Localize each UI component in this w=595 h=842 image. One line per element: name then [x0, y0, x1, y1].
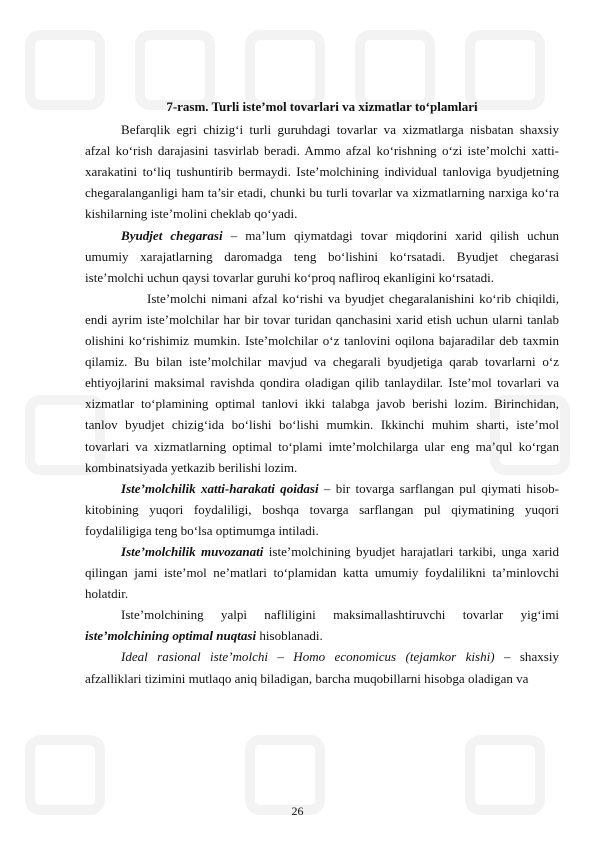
paragraph-7	[85, 646, 559, 688]
paragraph-4	[85, 478, 559, 541]
term-optimal-nuqta: iste’molchining optimal nuqtasi	[85, 628, 257, 644]
term-muvozanat: Iste’molchilik muvozanati	[121, 543, 264, 559]
paragraph-text: Befarqlik egri chizig‘i turli guruhdagi tovarlar va xizmatlarga nisbatan shaxsiy afzal ko‘rish darajasini tasvirlab beradi. Ammo afzal ko‘rishning o‘zi iste’molchi xatti-xarakatini to‘liq tushuntirib bermaydi. Iste’molchining individual tanloviga byudjetning chegaralanganligi ham ta’sir etadi, chunki bu turli tovarlar va xizmatlarning narxiga ko‘ra kishilarning iste’molini cheklab qo‘yadi.	[85, 122, 559, 222]
document-body	[85, 96, 559, 689]
paragraph-text: – bir tovarga sarflangan pul qiymati hisob-kitobining yuqori foydaliligi, boshqa tovarga sarflangan pul qiymatining yuqori foydaliligiga teng bo‘lsa optimumga intiladi.	[85, 480, 560, 538]
term-xatti-harakat-qoidasi: Iste’molchilik xatti-harakati qoidasi	[121, 480, 319, 496]
term-byudjet-chegarasi: Byudjet chegarasi	[121, 227, 223, 243]
paragraph-2	[85, 225, 559, 288]
paragraph-1	[85, 119, 559, 224]
paragraph-text-tail: hisoblanadi.	[256, 628, 323, 644]
paragraph-text: – shaxsiy afzalliklari tizimini mutlaqo aniq biladigan, barcha muqobillarni hisobga oladigan va	[85, 649, 559, 686]
paragraph-text: Iste’molchi nimani afzal ko‘rishi va byudjet chegaralanishini ko‘rib chiqildi, endi ayrim iste’molchilar har bir tovar turidan qanchasini xarid etish uchun ularni tanlab olishini ko‘rishimiz mumkin. Iste’molchilar o‘z tanlovini oqilona bajaradilar deb taxmin qilamiz. Bu bilan iste’molchilar mavjud va chegarali byudjetiga qarab tovarlarni o‘z ehtiyojlarini maksimal ravishda qondira oladigan qilib tanlaydilar. Iste’mol tovarlari va xizmatlar to‘plamining optimal tanlovi ikki talabga javob berishi lozim. Birinchidan, tanlov byudjet chizig‘ida bo‘lishi bo‘lishi mumkin. Ikkinchi muhim sharti, iste’mol tovarlari va xizmatlarning optimal to‘plami imte’molchilarga ular eng ma’qul ko‘rgan kombinatsiyada yetkazib berilishi lozim.	[85, 290, 559, 475]
figure-caption: 7-rasm. Turli iste’mol tovarlari va xizmatlar to‘plamlari	[166, 99, 478, 114]
paragraph-text: Iste’molchining yalpi nafliligini maksimallashtiruvchi tovarlar yig‘imi	[121, 607, 559, 623]
term-homo-economicus: Ideal rasional iste’molchi – Homo economicus (tejamkor kishi)	[121, 649, 495, 665]
paragraph-text: – ma’lum qiymatdagi tovar miqdorini xarid qilish uchun umumiy xarajatlarning daromadga teng bo‘lishini ko‘rsatadi. Byudjet chegarasi iste’molchi uchun qaysi tovarlar guruhi ko‘proq nafliroq ekanligini ko‘rsatadi.	[85, 227, 560, 285]
page-number: 26	[291, 804, 304, 818]
paragraph-6	[85, 604, 559, 646]
paragraph-3	[85, 288, 559, 478]
paragraph-5	[85, 541, 559, 604]
paragraph-text: iste’molchining byudjet harajatlari tarkibi, unga xarid qilingan jami iste’mol ne’matlari to‘plamidan katta umumiy foydalilikni ta’minlovchi holatdir.	[85, 543, 559, 602]
